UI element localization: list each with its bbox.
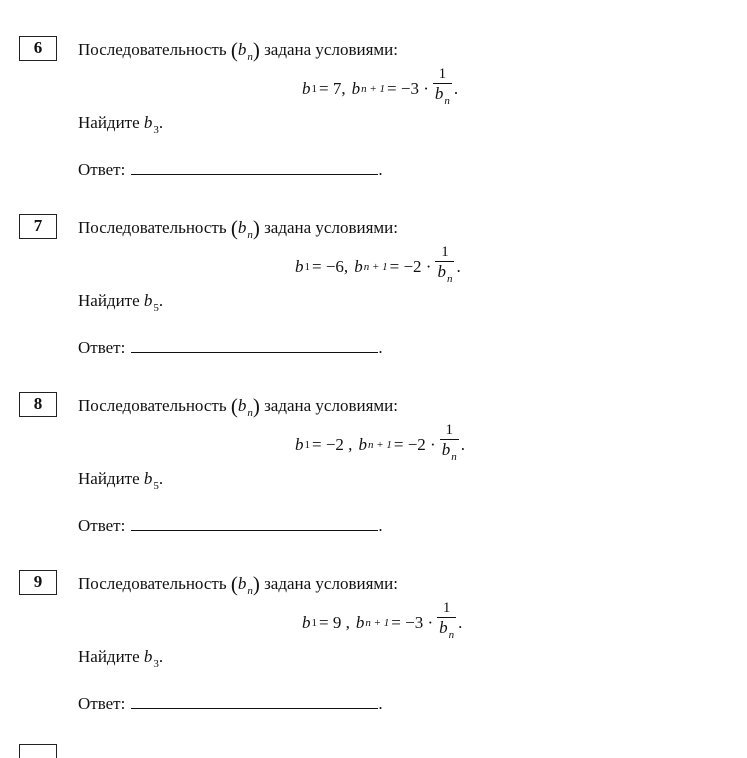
answer-row: Ответ: . bbox=[78, 338, 383, 357]
answer-row: Ответ: . bbox=[78, 694, 383, 713]
fraction: $\frac{1}{b_n}$ bbox=[437, 244, 453, 285]
answer-blank[interactable] bbox=[131, 694, 378, 709]
problem-6 bbox=[0, 36, 747, 214]
find-prompt: Найдите $b_5$. bbox=[78, 291, 164, 314]
answer-blank[interactable] bbox=[131, 516, 378, 531]
answer-row: Ответ: . bbox=[78, 160, 383, 179]
answer-blank[interactable] bbox=[131, 160, 378, 175]
problem-statement: Последовательность $(b_n)$ задана условиями: bbox=[78, 572, 398, 597]
fraction: $\frac{1}{b_n}$ bbox=[439, 600, 455, 641]
find-prompt: Найдите $b_3$. bbox=[78, 113, 164, 136]
problem-statement: Последовательность $(b_n)$ задана условиями: bbox=[78, 38, 398, 63]
find-prompt: Найдите $b_5$. bbox=[78, 469, 164, 492]
find-prompt: Найдите $b_3$. bbox=[78, 647, 164, 670]
problem-number: 6 bbox=[19, 36, 57, 61]
answer-row: Ответ: . bbox=[78, 516, 383, 535]
recurrence-formula: b 1 = −6, b n + 1 = −2 · $\frac{1}{b_n}$ . bbox=[295, 244, 461, 289]
problem-number: 7 bbox=[19, 214, 57, 239]
problem-statement: Последовательность $(b_n)$ задана условиями: bbox=[78, 216, 398, 241]
problem-statement: Последовательность $(b_n)$ задана условиями: bbox=[78, 394, 398, 419]
recurrence-formula: b 1 = −2 , b n + 1 = −2 · $\frac{1}{b_n}$ . bbox=[295, 422, 465, 467]
problem-number: 8 bbox=[19, 392, 57, 417]
recurrence-formula: b 1 = 7, b n + 1 = −3 · $\frac{1}{b_n}$ . bbox=[302, 66, 458, 111]
answer-blank[interactable] bbox=[131, 338, 378, 353]
fraction: $\frac{1}{b_n}$ bbox=[441, 422, 457, 463]
fraction: $\frac{1}{b_n}$ bbox=[434, 66, 450, 107]
problem-number: 9 bbox=[19, 570, 57, 595]
next-problem-box-partial bbox=[19, 744, 57, 758]
problem-8 bbox=[0, 392, 747, 570]
problem-7 bbox=[0, 214, 747, 392]
problem-9 bbox=[0, 570, 747, 748]
recurrence-formula: b 1 = 9 , b n + 1 = −3 · $\frac{1}{b_n}$ . bbox=[302, 600, 462, 645]
